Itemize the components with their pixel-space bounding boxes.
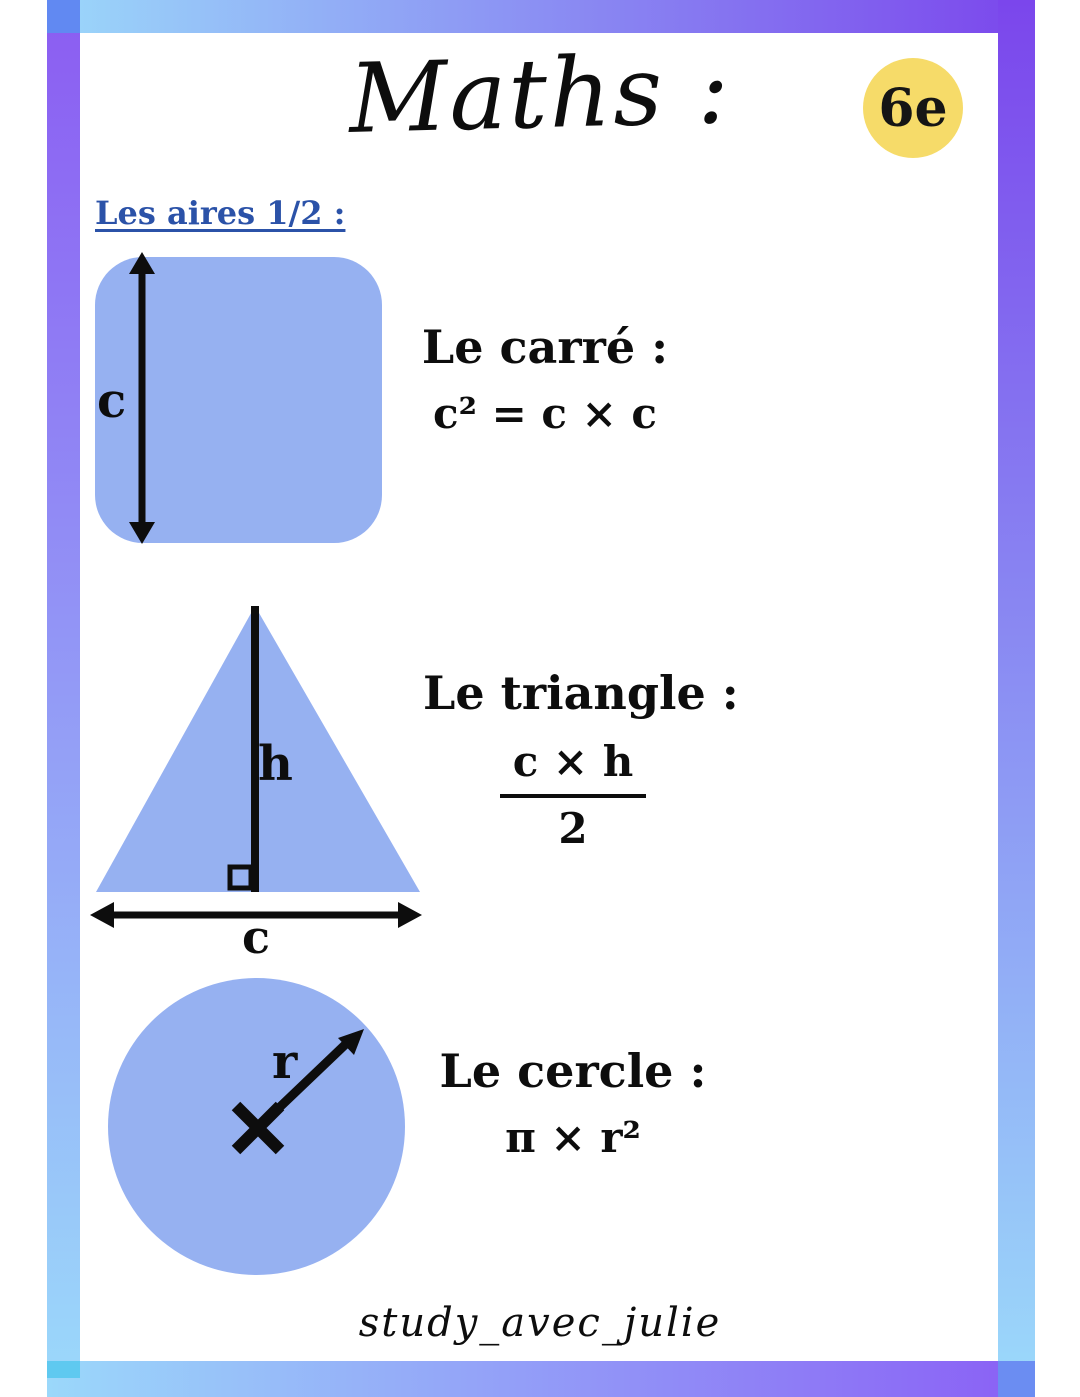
signature: study_avec_julie [358, 1300, 722, 1346]
border-left [47, 0, 80, 1378]
triangle-height-label: h [258, 736, 293, 792]
triangle-formula [500, 737, 647, 853]
circle-text-block [423, 1046, 723, 1162]
square-side-label: c [97, 373, 127, 429]
grade-badge [863, 58, 963, 158]
border-bottom [47, 1361, 1035, 1397]
circle-radius-label: r [272, 1034, 298, 1090]
border-corner-bottom-left [47, 1361, 80, 1378]
triangle-text-block [423, 666, 739, 853]
square-text-block [395, 322, 695, 438]
triangle-base-label: c [241, 910, 270, 964]
triangle-shape [88, 600, 424, 896]
grade-badge-label: 6e [878, 77, 948, 139]
page-title: Maths : [347, 33, 733, 155]
border-corner-top-left [47, 0, 80, 33]
triangle-formula-numerator: c × h [500, 737, 647, 798]
square-formula: c² = c × c [433, 388, 657, 438]
border-right [998, 0, 1035, 1378]
triangle-formula-denominator: 2 [558, 803, 588, 853]
border-corner-bottom-right [998, 1361, 1035, 1397]
radius-arrow-icon [108, 978, 405, 1275]
triangle-heading: Le triangle : [423, 666, 739, 720]
circle-heading: Le cercle : [439, 1044, 707, 1098]
section-heading: Les aires 1/2 : [95, 194, 346, 232]
square-heading: Le carré : [421, 320, 669, 374]
circle-formula: π × r² [505, 1112, 641, 1162]
